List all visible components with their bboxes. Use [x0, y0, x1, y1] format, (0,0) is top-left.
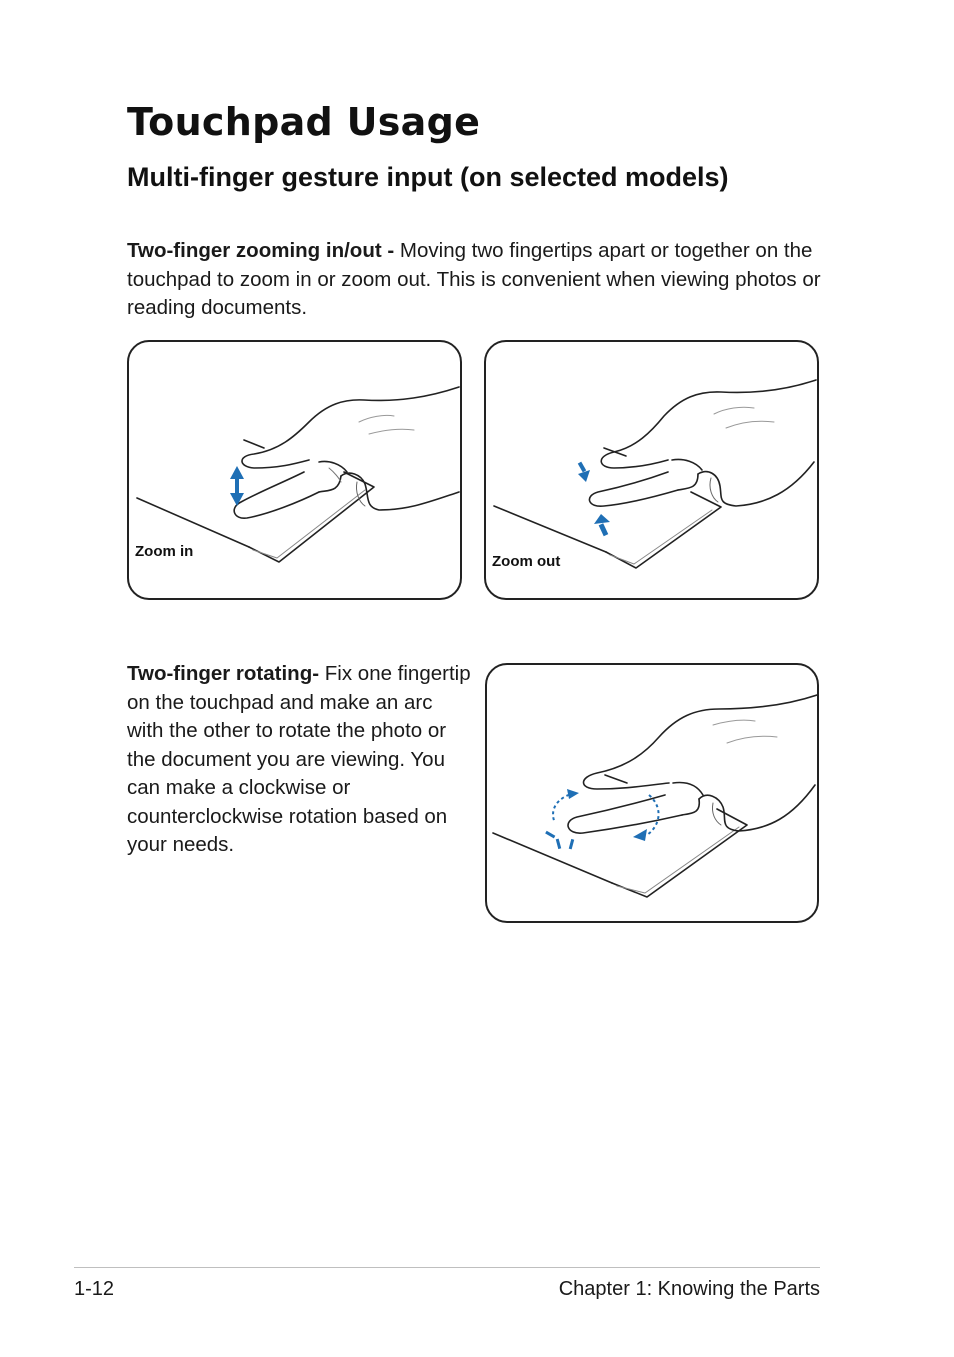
page-number: 1-12	[74, 1278, 115, 1300]
zoom-out-panel	[484, 340, 819, 600]
zoom-text: Moving two fingertips apart or together on the touchpad to zoom in or zoom out. This is convenient when viewing photos or reading documents.	[127, 239, 821, 319]
zoom-in-illustration	[129, 342, 462, 600]
zoom-out-label: Zoom out	[492, 553, 561, 570]
zoom-out-arrow-top-icon	[578, 462, 590, 482]
page-title: Touchpad Usage	[127, 100, 481, 144]
chapter-label: Chapter 1: Knowing the Parts	[558, 1278, 820, 1300]
footer-rule	[74, 1267, 820, 1268]
zoom-in-panel	[127, 340, 462, 600]
zoom-in-arrow-icon	[230, 466, 244, 506]
section-title: Multi-finger gesture input (on selected models)	[127, 162, 729, 192]
rotate-description	[127, 660, 472, 860]
rotate-text: Fix one fingertip on the touchpad and make an arc with the other to rotate the photo or the document you are viewing. You can make a clockwise or counterclockwise rotation based on your needs.	[127, 662, 471, 856]
rotate-arc-left-icon	[545, 789, 579, 849]
rotate-illustration	[487, 665, 819, 923]
zoom-description	[127, 237, 827, 323]
zoom-in-label: Zoom in	[135, 543, 194, 560]
zoom-out-arrow-bottom-icon	[594, 514, 610, 536]
zoom-lead: Two-finger zooming in/out -	[127, 239, 400, 262]
rotate-panel	[485, 663, 819, 923]
rotate-lead: Two-finger rotating-	[127, 662, 325, 685]
